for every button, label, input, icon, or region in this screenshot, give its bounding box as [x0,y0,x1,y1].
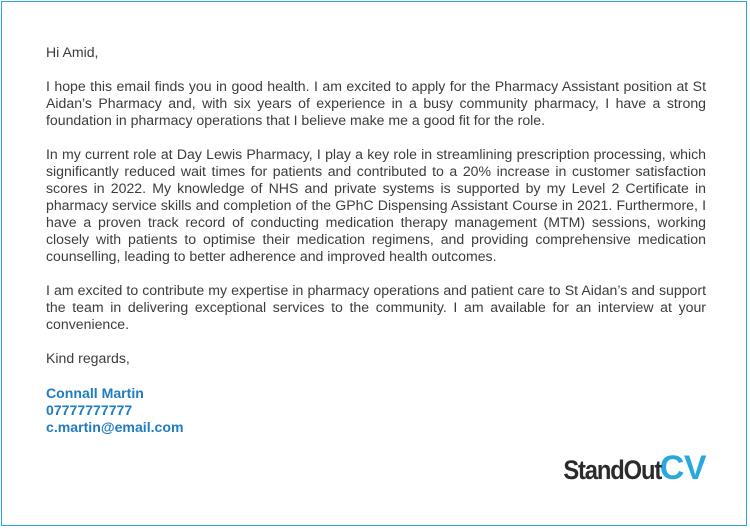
paragraph-experience: In my current role at Day Lewis Pharmacy, I play a key role in streamlining prescription processing, which significantly reduced wait times for patients and contributed to a 20% increase in customer satisfaction scores in 2022. My knowledge of NHS and private systems is supported by my Level 2 Certificate in pharmacy service skills and completion of the GPhC Dispensing Assistant Course in 2021. Furthermore, I have a proven track record of conducting medication therapy management (MTM) sessions, working closely with patients to optimise their medication regimens, and providing comprehensive medication counselling, leading to better adherence and improved health outcomes. [46,146,706,264]
signature-block [46,385,706,436]
paragraph-intro: I hope this email finds you in good health. I am excited to apply for the Pharmacy Assistant position at St Aidan’s Pharmacy and, with six years of experience in a busy community pharmacy, I have a strong foundation in pharmacy operations that I believe make me a good fit for the role. [46,78,706,128]
logo-wordmark: StandOut [563,455,661,485]
paragraph-closing: I am excited to contribute my expertise in pharmacy operations and patient care to St Aidan’s and support the team in delivering exceptional services to the community. I am available for an interview at your convenience. [46,282,706,332]
signature-email: c.martin@email.com [46,419,184,435]
logo-cv: CV [659,449,706,487]
cover-letter [46,44,706,436]
signature-name: Connall Martin [46,385,144,401]
sign-off: Kind regards, [46,350,130,366]
greeting: Hi Amid, [46,44,99,60]
standout-cv-logo [550,449,706,491]
signature-phone: 07777777777 [46,402,133,418]
